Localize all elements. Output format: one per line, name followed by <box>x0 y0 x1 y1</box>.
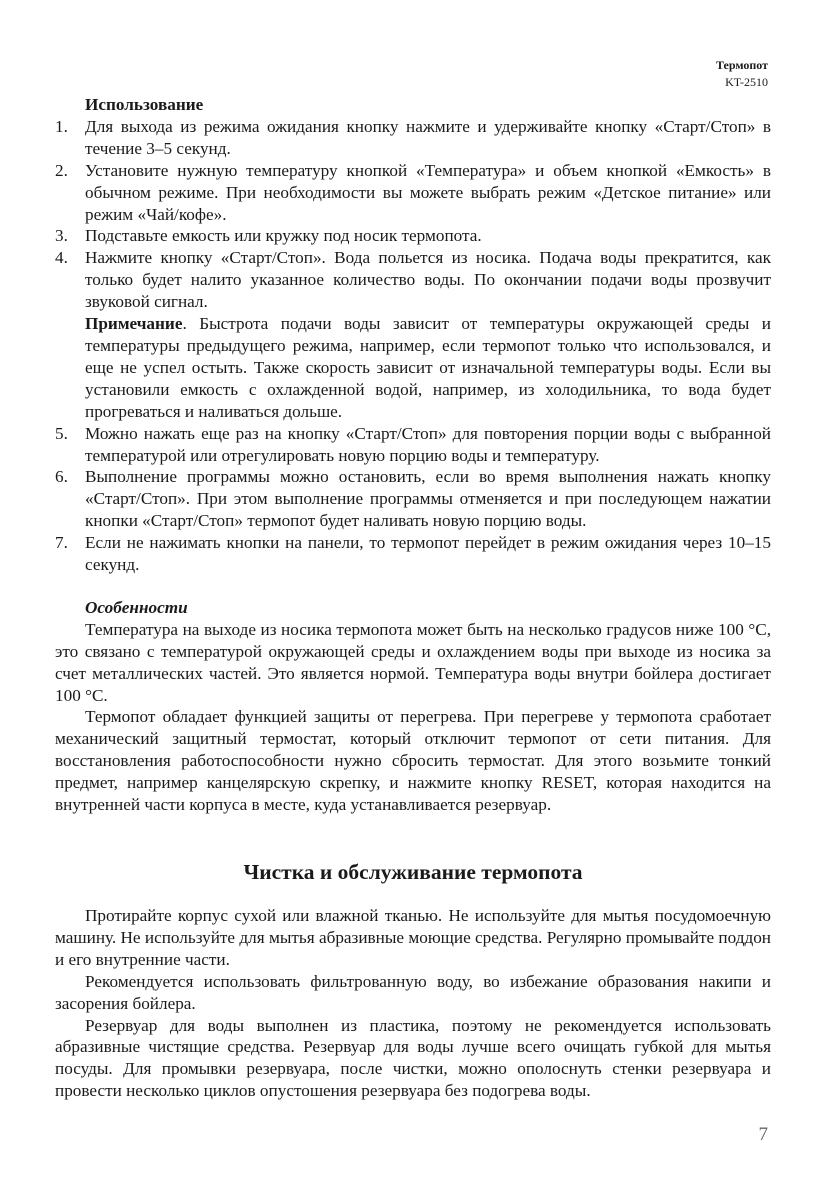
list-item-text: Если не нажимать кнопки на панели, то термопот перейдет в режим ожидания через 10–15 секунд. <box>85 533 771 575</box>
note-label: Примечание <box>85 314 183 334</box>
cleaning-paragraph: Рекомендуется использовать фильтрованную воду, во избежание образования накипи и засорения бойлера. <box>55 971 771 1013</box>
list-item-text: Установите нужную температуру кнопкой «Температура» и объем кнопкой «Емкость» в обычном режиме. При необходимости вы можете выбрать режим «Детское питание» или режим «Чай/кофе». <box>85 160 771 224</box>
list-item <box>55 225 771 247</box>
cleaning-title: Чистка и обслуживание термопота <box>243 860 583 884</box>
list-item-number: 1. <box>55 116 68 136</box>
features-paragraph: Температура на выходе из носика термопота может быть на несколько градусов ниже 100 °С, это связано с температурой окружающей среды и охлаждением воды при выходе из носика за счет металлических частей. Это является нормой. Температура воды внутри бойлера достигает 100 °С. <box>55 619 771 705</box>
list-item-text: Нажмите кнопку «Старт/Стоп». Вода польется из носика. Подача воды прекратится, как только будет налито указанное количество воды. По окончании подачи воды прозвучит звуковой сигнал. <box>85 248 771 312</box>
list-item-number: 7. <box>55 533 68 553</box>
cleaning-paragraph: Резервуар для воды выполнен из пластика, поэтому не рекомендуется использовать абразивные чистящие средства. Резервуар для воды лучше всего очищать губкой для мытья посуды. Для промывки резервуара, после чистки, можно ополоснуть стенки резервуара и провести несколько циклов опустошения резервуара без подогрева воды. <box>55 1015 771 1101</box>
list-item-text: Выполнение программы можно остановить, если во время выполнения нажать кнопку «Старт/Стоп». При этом выполнение программы отменяется и при последующем нажатии кнопки «Старт/Стоп» термопот будет наливать новую порцию воды. <box>85 467 771 531</box>
list-item <box>55 160 771 226</box>
list-item <box>55 116 771 160</box>
usage-steps-list-continued <box>55 423 771 576</box>
cleaning-paragraph: Протирайте корпус сухой или влажной тканью. Не используйте для мытья посудомоечную машину. Не используйте для мытья абразивные моющие средства. Регулярно промывайте поддон и его внутренние части. <box>55 906 771 969</box>
list-item <box>55 466 771 532</box>
running-header <box>716 57 768 91</box>
usage-steps-list <box>55 116 771 313</box>
usage-note <box>55 313 771 423</box>
list-item-text: Для выхода из режима ожидания кнопку нажмите и удерживайте кнопку «Старт/Стоп» в течение 3–5 секунд. <box>85 116 771 158</box>
list-item-number: 5. <box>55 423 68 443</box>
list-item <box>55 247 771 313</box>
page-content <box>55 94 771 1102</box>
header-model-name: Термопот <box>715 58 768 72</box>
list-item-number: 6. <box>55 467 68 487</box>
list-item <box>55 423 771 467</box>
list-item-text: Подставьте емкость или кружку под носик термопота. <box>85 226 482 246</box>
page-number: 7 <box>758 1124 768 1145</box>
features-paragraph: Термопот обладает функцией защиты от перегрева. При перегреве у термопота сработает механический защитный термостат, который отключит термопот от сети питания. Для восстановления работоспособности нужно сбросить термостат. Для этого возьмите тонкий предмет, например канцелярскую скрепку, и нажмите кнопку RESET, которая находится на внутренней части корпуса в месте, куда устанавливается резервуар. <box>55 707 771 815</box>
header-model-code: KT-2510 <box>725 75 768 89</box>
list-item-number: 2. <box>55 160 68 180</box>
features-title: Особенности <box>85 597 188 617</box>
note-text: . Быстрота подачи воды зависит от температуры окружающей среды и температуры предыдущего режима, например, если термопот только что использовался, и еще не успел остыть. Также скорость зависит от изначальной температуры воды. Если вы установили емкость с охлажденной водой, например, из холодильника, то вода будет прогреваться и наливаться дольше. <box>85 314 771 421</box>
list-item-text: Можно нажать еще раз на кнопку «Старт/Стоп» для повторения порции воды с выбранной температурой или отрегулировать новую порцию воды и температуру. <box>85 423 771 465</box>
list-item-number: 3. <box>55 226 68 246</box>
list-item-number: 4. <box>55 248 68 268</box>
usage-title: Использование <box>85 95 204 114</box>
list-item <box>55 532 771 576</box>
